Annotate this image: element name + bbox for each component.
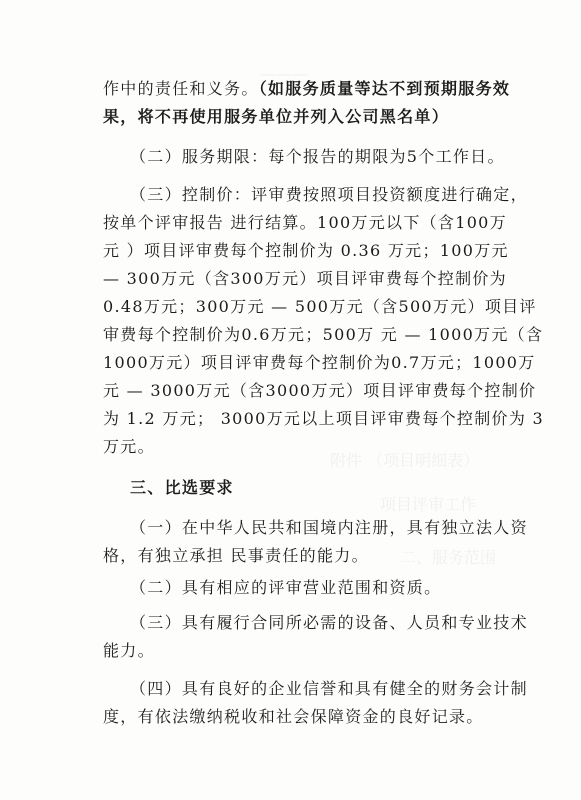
paragraph-line — [103, 107, 449, 127]
paragraph-line: 按单个评审报告 进行结算。100万元以下（含100万 — [103, 213, 507, 232]
bold-text: 果，将不再使用服务单位并列入公司黑名单） — [103, 107, 450, 126]
line-text: 作中的责任和义务。 — [103, 79, 259, 98]
bleed-through-text: ——— — [260, 64, 308, 83]
paragraph-line-requirement-4: （四）具有良好的企业信誉和具有健全的财务会计制 — [130, 679, 528, 698]
paragraph-line: 元 — 3000万元（含3000万元）项目评审费每个控制价 — [103, 381, 537, 400]
paragraph-line: 为 1.2 万元； 3000万元以上项目评审费每个控制价为 3 — [103, 409, 544, 428]
bleed-through-text: 附件 （项目明细表） — [330, 451, 480, 470]
bold-text: （如服务质量等达不到预期服务效 — [258, 79, 511, 98]
paragraph-line: 元 ）项目评审费每个控制价为 0.36 万元；100万元 — [103, 241, 509, 260]
paragraph-line: 度，有依法缴纳税收和社会保障资金的良好记录。 — [103, 707, 484, 726]
paragraph-line-requirement-1: （一）在中华人民共和国境内注册，具有独立法人资 — [130, 518, 528, 537]
paragraph-line: 0.48万元；300万元 — 500万元（含500万元）项目评 — [103, 297, 537, 316]
paragraph-line-control-price: （三）控制价：评审费按照项目投资额度进行确定， — [130, 185, 528, 204]
paragraph-line: 1000万元）项目评审费每个控制价为0.7万元；1000万 — [103, 353, 536, 372]
bleed-through-text: 项目评审工作 — [380, 495, 477, 514]
section-heading: 三、比选要求 — [130, 478, 234, 497]
paragraph-line — [103, 79, 510, 99]
paragraph-line-requirement-2: （二）具有相应的评审营业范围和资质。 — [130, 578, 442, 597]
paragraph-line: 万元。 — [103, 437, 155, 456]
paragraph-line: 审费每个控制价为0.6万元；500万 元 — 1000万元（含 — [103, 325, 544, 344]
bleed-through-text: 二、服务范围 — [400, 548, 497, 567]
paragraph-line: 能力。 — [103, 641, 155, 660]
paragraph-line-requirement-3: （三）具有履行合同所必需的设备、人员和专业技术 — [130, 613, 528, 632]
paragraph-line-service-period: （二）服务期限：每个报告的期限为5个工作日。 — [130, 147, 505, 166]
paragraph-line: — 300万元（含300万元）项目评审费每个控制价为 — [103, 269, 507, 288]
paragraph-line: 格，有独立承担 民事责任的能力。 — [103, 546, 369, 565]
